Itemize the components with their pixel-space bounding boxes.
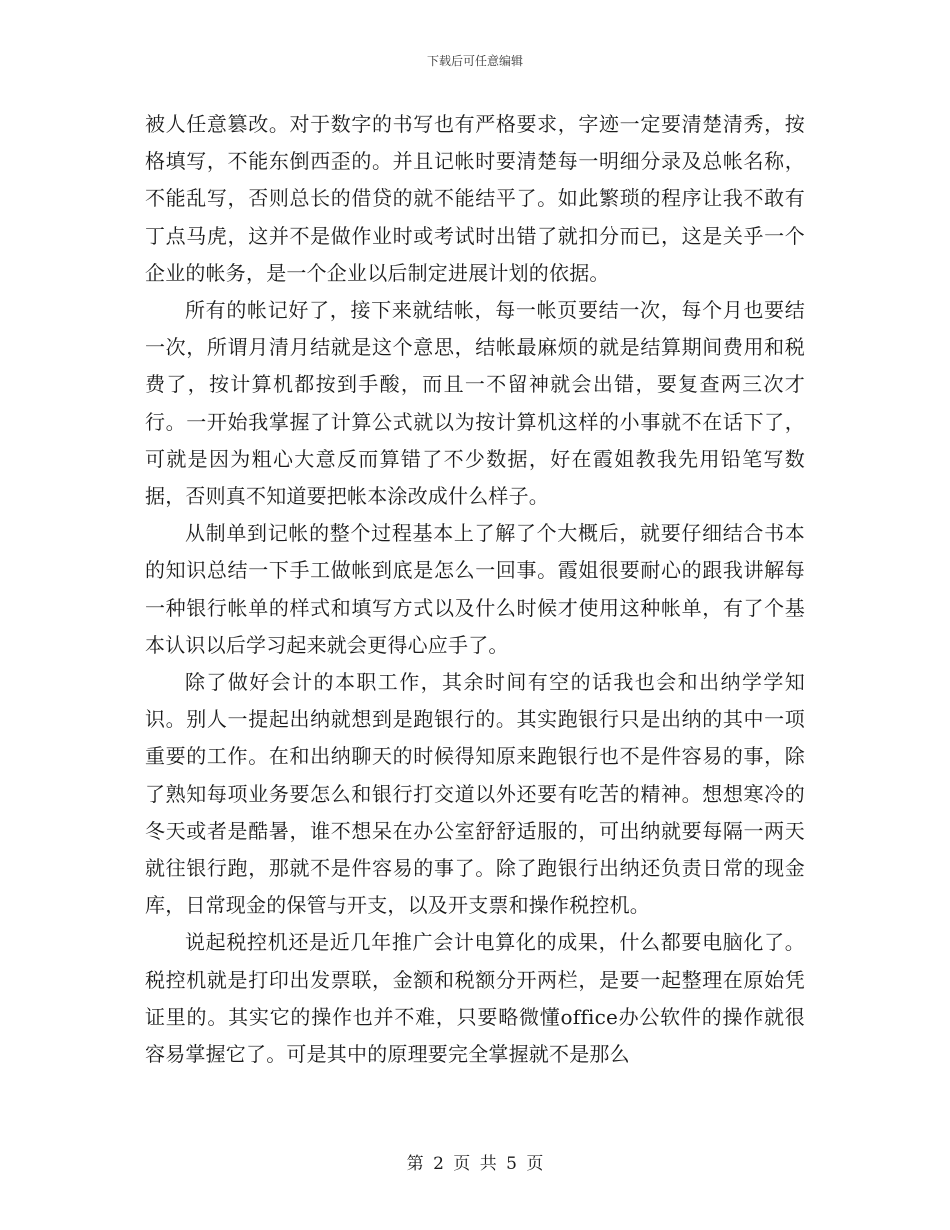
paragraph-1: 被人任意篡改。对于数字的书写也有严格要求，字迹一定要清楚清秀，按格填写，不能东倒西歪的。并且记帐时要清楚每一明细分录及总帐名称，不能乱写，否则总长的借贷的就不能结平了。如此繁琐的程序让我不敢有丁点马虎，这并不是做作业时或考试时出错了就扣分而已，这是关乎一个企业的帐务，是一个企业以后制定进展计划的依据。: [145, 112, 805, 285]
paragraph-4: 除了做好会计的本职工作，其余时间有空的话我也会和出纳学学知识。别人一提起出纳就想到是跑银行的。其实跑银行只是出纳的其中一项重要的工作。在和出纳聊天的时候得知原来跑银行也不是件容易的事，除了熟知每项业务要怎么和银行打交道以外还要有吃苦的精神。想想寒冷的冬天或者是酷暑，谁不想呆在办公室舒舒适服的，可出纳就要每隔一两天就往银行跑，那就不是件容易的事了。除了跑银行出纳还负责日常的现金库，日常现金的保管与开支，以及开支票和操作税控机。: [145, 670, 805, 918]
document-body: [145, 106, 805, 1073]
page-number-footer: 第 2 页 共 5 页: [406, 1154, 544, 1174]
paragraph-3: 从制单到记帐的整个过程基本上了解了个大概后，就要仔细结合书本的知识总结一下手工做帐到底是怎么一回事。霞姐很要耐心的跟我讲解每一种银行帐单的样式和填写方式以及什么时候才使用这种帐单，有了个基本认识以后学习起来就会更得心应手了。: [145, 521, 805, 657]
page-header: 下载后可任意编辑: [426, 54, 523, 68]
paragraph-5: 说起税控机还是近几年推广会计电算化的成果，什么都要电脑化了。税控机就是打印出发票联，金额和税额分开两栏，是要一起整理在原始凭证里的。其实它的操作也并不难，只要略微懂office办公软件的操作就很容易掌握它了。可是其中的原理要完全掌握就不是那么: [145, 930, 805, 1067]
paragraph-2: 所有的帐记好了，接下来就结帐，每一帐页要结一次，每个月也要结一次，所谓月清月结就是这个意思，结帐最麻烦的就是结算期间费用和税费了，按计算机都按到手酸，而且一不留神就会出错，要复查两三次才行。一开始我掌握了计算公式就以为按计算机这样的小事就不在话下了，可就是因为粗心大意反而算错了不少数据，好在霞姐教我先用铅笔写数据，否则真不知道要把帐本涂改成什么样子。: [145, 298, 805, 509]
